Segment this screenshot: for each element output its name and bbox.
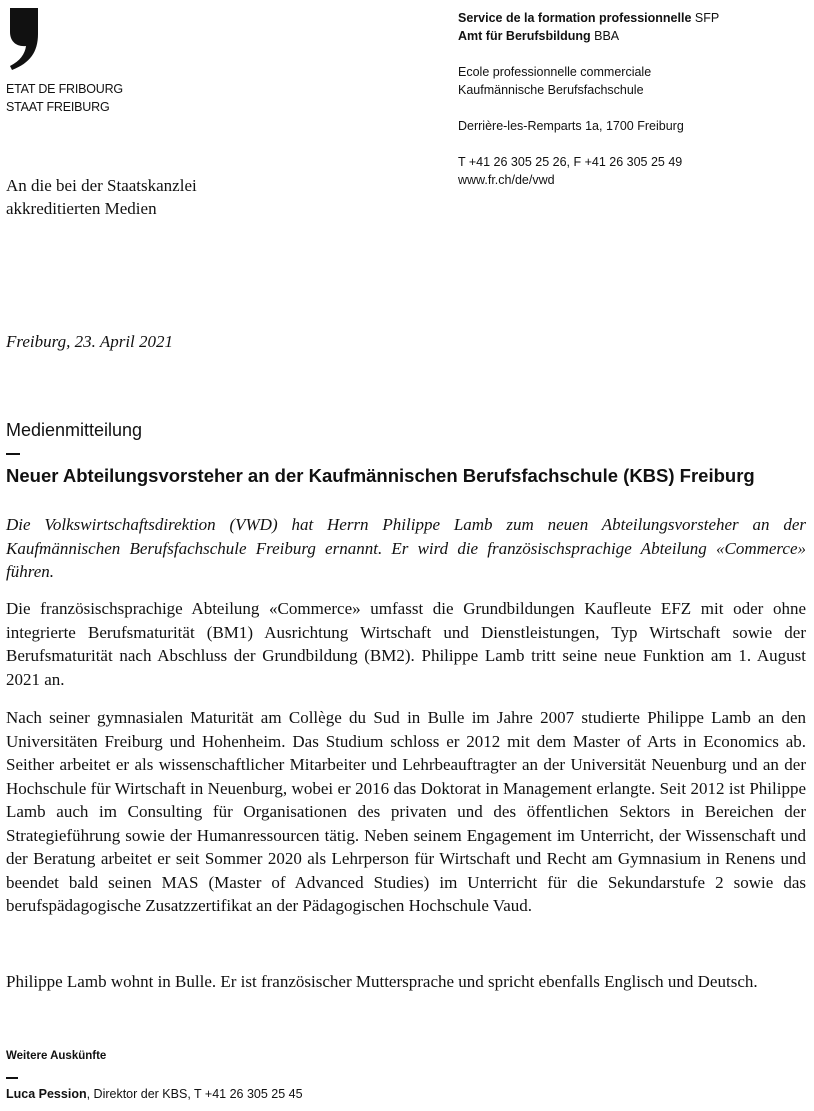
recipient-line-1: An die bei der Staatskanzlei <box>6 176 197 195</box>
recipient-line-2: akkreditierten Medien <box>6 199 157 218</box>
sender-block <box>458 9 719 189</box>
state-name-fr: ETAT DE FRIBOURG <box>6 82 123 96</box>
office-de: Amt für Berufsbildung BBA <box>458 29 620 43</box>
body-paragraph-3: Philippe Lamb wohnt in Bulle. Er ist französischer Muttersprache und spricht ebenfalls Englisch und Deutsch. <box>6 972 758 991</box>
contact-name: Luca Pession <box>6 1087 87 1101</box>
sender-website[interactable]: www.fr.ch/de/vwd <box>458 173 555 187</box>
more-info-divider <box>6 1077 18 1079</box>
office-fr: Service de la formation professionnelle SFP <box>458 11 720 25</box>
school-de: Kaufmännische Berufsfachschule <box>458 83 644 97</box>
school-fr: Ecole professionnelle commerciale <box>458 65 652 79</box>
press-release-title: Neuer Abteilungsvorsteher an der Kaufmännischen Berufsfachschule (KBS) Freiburg <box>6 465 755 486</box>
state-name <box>6 80 123 116</box>
fribourg-comma-logo-icon <box>6 8 42 70</box>
more-info-heading: Weitere Auskünfte <box>6 1050 107 1062</box>
sender-phone-fax: T +41 26 305 25 26, F +41 26 305 25 49 <box>458 155 683 169</box>
body-paragraph-1: Die französischsprachige Abteilung «Commerce» umfasst die Grundbildungen Kaufleute EFZ mit oder ohne integrierte Berufsmaturität (BM1) Ausrichtung Wirtschaft und Dienstleistungen, Typ Wirtschaft sowie der Berufsmaturität nach Abschluss der Grundbildung (BM2). Philippe Lamb tritt seine neue Funktion am 1. August 2021 an. <box>6 599 806 689</box>
document-type: Medienmitteilung <box>6 420 143 440</box>
lead-paragraph: Die Volkswirtschaftsdirektion (VWD) hat Herrn Philippe Lamb zum neuen Abteilungsvorsteher an der Kaufmännischen Berufsfachschule Freiburg ernannt. Er wird die französischsprachige Abteilung «Commerce» führen. <box>6 515 806 581</box>
contact-line <box>6 1087 303 1101</box>
recipient-block <box>6 174 197 220</box>
letter-date: Freiburg, 23. April 2021 <box>6 332 174 351</box>
contact-details: , Direktor der KBS, T +41 26 305 25 45 <box>86 1087 303 1101</box>
body-paragraph-2: Nach seiner gymnasialen Maturität am Collège du Sud in Bulle im Jahre 2007 studierte Philippe Lamb an den Universitäten Freiburg und Hohenheim. Das Studium schloss er 2012 mit dem Master of Arts in Economics ab. Seither arbeitet er als wissenschaftlicher Mitarbeiter und Lehrbeauftragter an der Universität Neuenburg und an der Hochschule für Wirtschaft in Neuenburg, wobei er 2016 das Doktorat in Management erlangte. Seit 2012 ist Philippe Lamb auch im Consulting für Organisationen des privaten und des öffentlichen Sektors in Bereichen der Strategieführung sowie der Humanressourcen tätig. Neben seinem Engagement im Unterricht, der Wissenschaft und der Beratung arbeitet er seit Sommer 2020 als Lehrperson für Wirtschaft und Recht am Gymnasium in Renens und beendet bald seinen MAS (Master of Advanced Studies) im Unterricht für die Sekundarstufe 2 sowie das berufspädagogische Zusatzzertifikat an der Pädagogischen Hochschule Vaud. <box>6 708 806 915</box>
state-name-de: STAAT FREIBURG <box>6 100 110 114</box>
title-divider <box>6 453 20 455</box>
sender-address: Derrière-les-Remparts 1a, 1700 Freiburg <box>458 119 684 133</box>
